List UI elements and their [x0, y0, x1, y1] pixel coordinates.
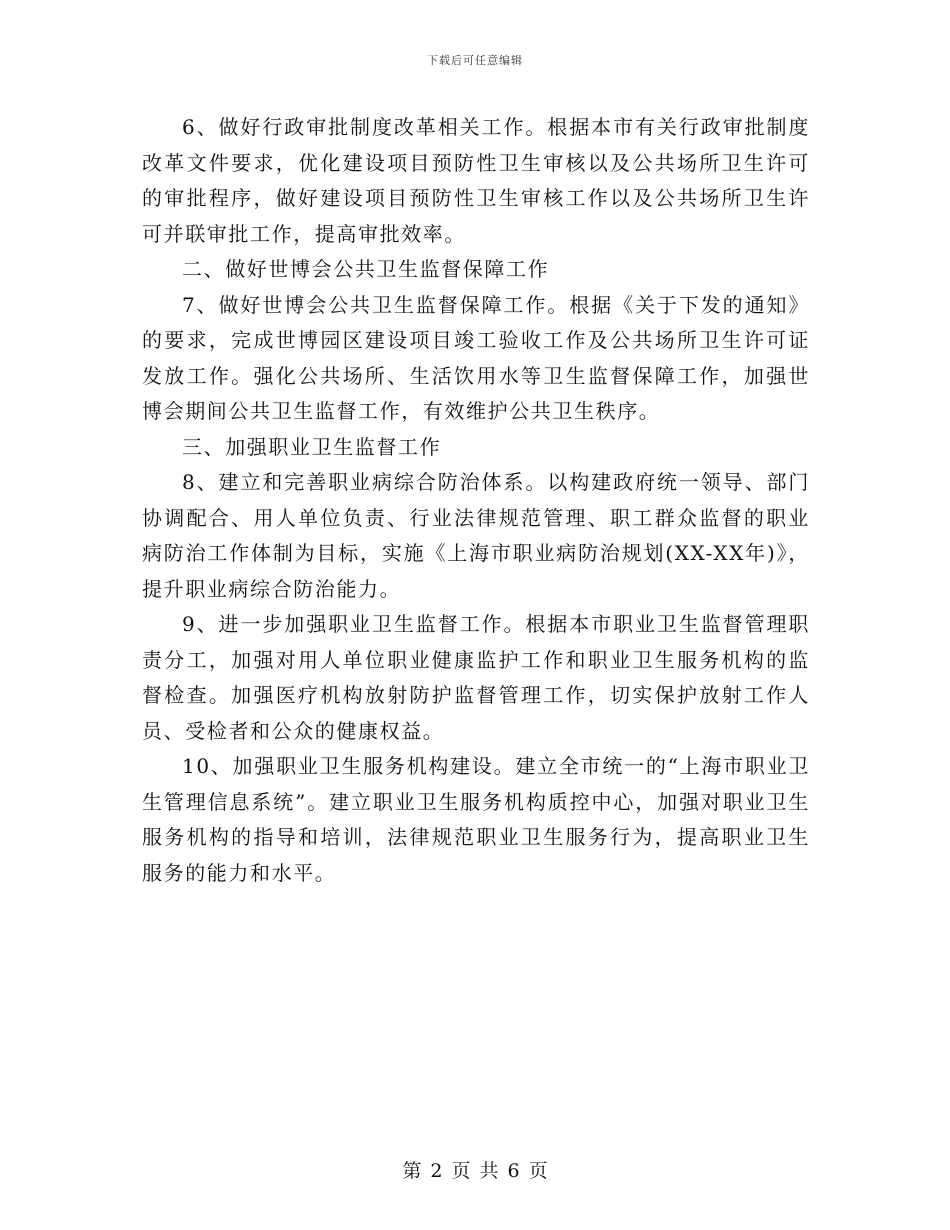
- page-number: 第 2 页 共 6 页: [402, 1160, 548, 1182]
- header-note: 下载后可任意编辑: [427, 54, 523, 67]
- paragraph-10: 10、加强职业卫生服务机构建设。建立全市统一的“上海市职业卫生管理信息系统”。建立职业卫生服务机构质控中心，加强对职业卫生服务机构的指导和培训，法律规范职业卫生服务行为，提高职业卫生服务的能力和水平。: [142, 754, 810, 885]
- section-heading-3: 三、加强职业卫生监督工作: [182, 434, 442, 459]
- paragraph-7: 7、做好世博会公共卫生监督保障工作。根据《关于下发的通知》的要求，完成世博园区建设项目竣工验收工作及公共场所卫生许可证发放工作。强化公共场所、生活饮用水等卫生监督保障工作，加强世博会期间公共卫生监督工作，有效维护公共卫生秩序。: [142, 292, 810, 423]
- document-body: [142, 110, 810, 891]
- paragraph-9: 9、进一步加强职业卫生监督工作。根据本市职业卫生监督管理职责分工，加强对用人单位职业健康监护工作和职业卫生服务机构的监督检查。加强医疗机构放射防护监督管理工作，切实保护放射工作人员、受检者和公众的健康权益。: [142, 612, 810, 743]
- section-heading-2: 二、做好世博会公共卫生监督保障工作: [182, 257, 550, 281]
- paragraph-8: 8、建立和完善职业病综合防治体系。以构建政府统一领导、部门协调配合、用人单位负责、行业法律规范管理、职工群众监督的职业病防治工作体制为目标，实施《上海市职业病防治规划(XX-XX年)》，提升职业病综合防治能力。: [142, 470, 810, 601]
- paragraph-6: 6、做好行政审批制度改革相关工作。根据本市有关行政审批制度改革文件要求，优化建设项目预防性卫生审核以及公共场所卫生许可的审批程序，做好建设项目预防性卫生审核工作以及公共场所卫生许可并联审批工作，提高审批效率。: [142, 115, 810, 246]
